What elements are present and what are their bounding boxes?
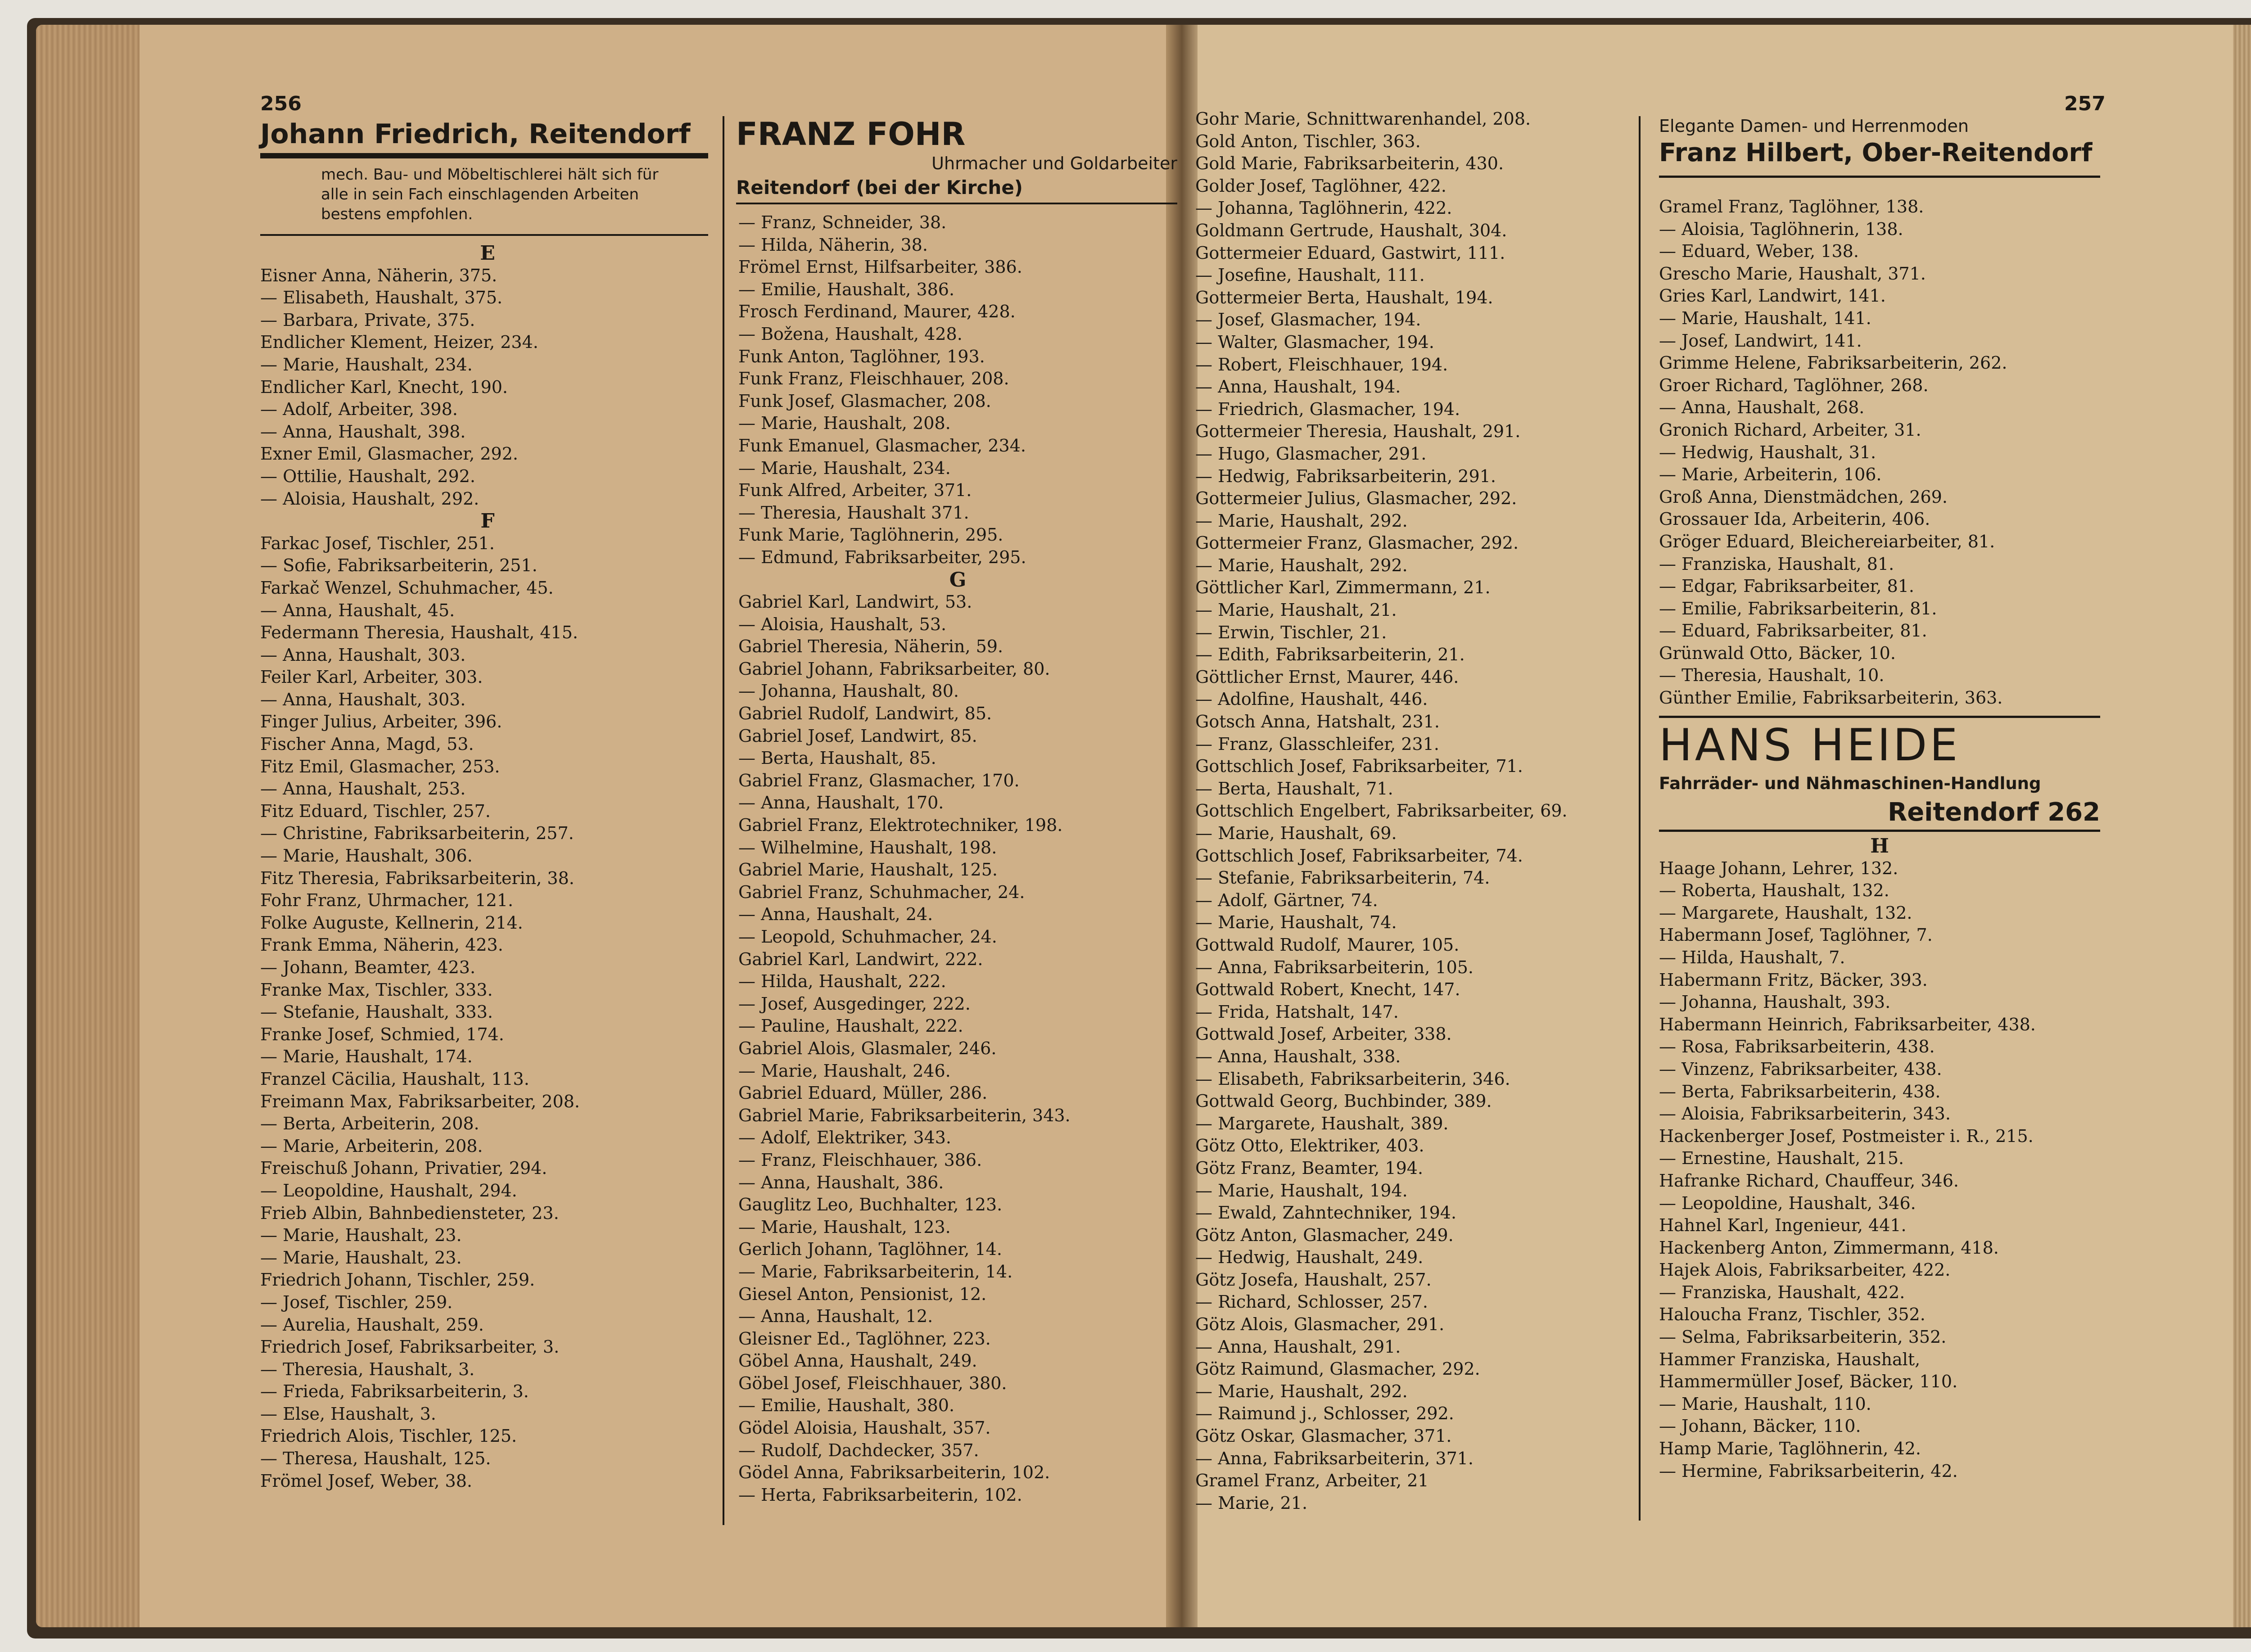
directory-entry: — Berta, Haushalt, 71.: [1195, 778, 1393, 799]
directory-entry: Hammer Franziska, Haushalt,: [1659, 1349, 1921, 1369]
ad-hilbert-tagline: Elegante Damen- und Herrenmoden: [1659, 116, 1969, 136]
directory-entry: — Anna, Haushalt, 194.: [1195, 377, 1401, 397]
directory-entry: — Berta, Fabriksarbeiterin, 438.: [1659, 1081, 1941, 1101]
directory-entry: — Anna, Haushalt, 303.: [260, 645, 466, 665]
directory-entry: — Rudolf, Dachdecker, 357.: [738, 1440, 979, 1460]
directory-entry: — Christine, Fabriksarbeiterin, 257.: [260, 823, 574, 844]
directory-entry: Gabriel Theresia, Näherin, 59.: [738, 636, 1003, 657]
directory-entry: Funk Emanuel, Glasmacher, 234.: [738, 435, 1026, 456]
directory-column-2: [738, 212, 1177, 1506]
ad-friedrich-bottom-rule: [260, 234, 708, 236]
directory-column-3: [1195, 108, 1627, 1514]
directory-entry: Gabriel Marie, Fabriksarbeiterin, 343.: [738, 1105, 1071, 1125]
directory-entry: — Theresa, Haushalt, 125.: [260, 1449, 491, 1469]
directory-entry: Franke Josef, Schmied, 174.: [260, 1024, 504, 1044]
directory-entry: Gabriel Josef, Landwirt, 85.: [738, 726, 977, 746]
directory-entry: — Josef, Ausgedinger, 222.: [738, 993, 971, 1014]
directory-entry: Funk Anton, Taglöhner, 193.: [738, 346, 985, 366]
directory-entry: Gramel Franz, Taglöhner, 138.: [1659, 197, 1924, 217]
directory-entry: Frieb Albin, Bahnbediensteter, 23.: [260, 1203, 559, 1223]
directory-entry: Gries Karl, Landwirt, 141.: [1659, 286, 1886, 306]
ad-friedrich: [260, 116, 708, 223]
directory-entry: Franzel Cäcilia, Haushalt, 113.: [260, 1069, 529, 1089]
ad-friedrich-rule: [260, 153, 708, 158]
directory-entry: — Roberta, Haushalt, 132.: [1659, 880, 1889, 901]
directory-entry: Freimann Max, Fabriksarbeiter, 208.: [260, 1091, 580, 1111]
ad-friedrich-line-1: mech. Bau- und Möbeltischlerei hält sich für: [321, 166, 659, 184]
directory-entry: Frömel Josef, Weber, 38.: [260, 1471, 472, 1491]
directory-entry: — Emilie, Haushalt, 380.: [738, 1395, 955, 1416]
ad-heide-bottom-rule: [1659, 830, 2100, 832]
directory-entry: Gottwald Georg, Buchbinder, 389.: [1195, 1091, 1492, 1111]
directory-entry: Habermann Heinrich, Fabriksarbeiter, 438.: [1659, 1014, 2036, 1034]
directory-entry: — Herta, Fabriksarbeiterin, 102.: [738, 1485, 1022, 1505]
directory-entry: Funk Josef, Glasmacher, 208.: [738, 391, 991, 411]
directory-entry: Gottwald Josef, Arbeiter, 338.: [1195, 1024, 1452, 1044]
directory-entry: Gottschlich Josef, Fabriksarbeiter, 74.: [1195, 845, 1523, 866]
directory-entry: — Marie, Haushalt, 74.: [1195, 912, 1397, 933]
directory-entry: Gold Anton, Tischler, 363.: [1195, 131, 1421, 151]
directory-entry: Gabriel Karl, Landwirt, 222.: [738, 949, 983, 969]
directory-entry: — Wilhelmine, Haushalt, 198.: [738, 837, 997, 858]
directory-entry: — Stefanie, Haushalt, 333.: [260, 1002, 493, 1022]
directory-entry: Gronich Richard, Arbeiter, 31.: [1659, 420, 1921, 440]
directory-entry: Fitz Emil, Glasmacher, 253.: [260, 756, 500, 776]
ad-heide-top-rule: [1659, 716, 2100, 718]
ad-fohr-trade: Uhrmacher und Goldarbeiter: [931, 153, 1177, 173]
directory-entry: — Rosa, Fabriksarbeiterin, 438.: [1659, 1037, 1935, 1057]
directory-entry: Hackenberg Anton, Zimmermann, 418.: [1659, 1237, 1999, 1258]
directory-column-4-top: [1659, 196, 2100, 709]
directory-entry: — Franziska, Haushalt, 422.: [1659, 1282, 1905, 1302]
directory-entry: Göttlicher Karl, Zimmermann, 21.: [1195, 578, 1491, 598]
page-number-right: 257: [2064, 92, 2106, 115]
directory-entry: — Franziska, Haushalt, 81.: [1659, 554, 1894, 574]
directory-entry: — Theresia, Haushalt, 10.: [1659, 665, 1885, 686]
directory-entry: — Selma, Fabriksarbeiterin, 352.: [1659, 1327, 1947, 1347]
directory-entry: Gotsch Anna, Hatshalt, 231.: [1195, 712, 1440, 732]
ad-heide-trade: Fahrräder- und Nähmaschinen-Handlung: [1659, 774, 2041, 793]
directory-entry: — Marie, Arbeiterin, 106.: [1659, 465, 1882, 485]
directory-entry: Gabriel Franz, Elektrotechniker, 198.: [738, 815, 1063, 835]
directory-entry: Gold Marie, Fabriksarbeiterin, 430.: [1195, 153, 1504, 174]
directory-entry: Hackenberger Josef, Postmeister i. R., 215.: [1659, 1126, 2034, 1146]
right-page-edge: [2233, 25, 2251, 1627]
directory-entry: Gottermeier Eduard, Gastwirt, 111.: [1195, 243, 1505, 263]
directory-entry: Gabriel Franz, Glasmacher, 170.: [738, 770, 1020, 790]
directory-entry: — Edmund, Fabriksarbeiter, 295.: [738, 547, 1026, 567]
directory-entry: — Walter, Glasmacher, 194.: [1195, 332, 1434, 352]
directory-entry: — Marie, Haushalt, 292.: [1195, 510, 1408, 531]
directory-entry: Gottwald Rudolf, Maurer, 105.: [1195, 934, 1460, 955]
directory-entry: Groer Richard, Taglöhner, 268.: [1659, 375, 1929, 395]
directory-entry: — Margarete, Haushalt, 132.: [1659, 903, 1912, 923]
directory-entry: — Marie, Haushalt, 292.: [1195, 555, 1408, 575]
directory-entry: — Leopoldine, Haushalt, 294.: [260, 1180, 517, 1201]
directory-entry: Fohr Franz, Uhrmacher, 121.: [260, 890, 514, 911]
directory-entry: — Anna, Haushalt, 268.: [1659, 397, 1865, 418]
directory-entry: Fischer Anna, Magd, 53.: [260, 734, 474, 754]
directory-entry: — Pauline, Haushalt, 222.: [738, 1016, 963, 1036]
directory-entry: — Marie, Haushalt, 234.: [260, 354, 473, 375]
directory-entry: — Anna, Fabriksarbeiterin, 371.: [1195, 1448, 1474, 1468]
directory-entry: Gottwald Robert, Knecht, 147.: [1195, 979, 1460, 1000]
directory-entry: — Ewald, Zahntechniker, 194.: [1195, 1203, 1457, 1223]
directory-entry: Gabriel Franz, Schuhmacher, 24.: [738, 882, 1025, 902]
directory-entry: Grescho Marie, Haushalt, 371.: [1659, 263, 1926, 284]
directory-entry: Habermann Josef, Taglöhner, 7.: [1659, 925, 1933, 945]
directory-entry: Götz Otto, Elektriker, 403.: [1195, 1136, 1424, 1156]
directory-entry: — Anna, Haushalt, 12.: [738, 1306, 933, 1327]
directory-entry: — Berta, Arbeiterin, 208.: [260, 1114, 479, 1134]
directory-entry: — Else, Haushalt, 3.: [260, 1404, 436, 1424]
directory-entry: Gabriel Marie, Haushalt, 125.: [738, 860, 998, 880]
directory-entry: — Aurelia, Haushalt, 259.: [260, 1314, 484, 1335]
ad-fohr-name: FRANZ FOHR: [736, 116, 966, 153]
directory-entry: Finger Julius, Arbeiter, 396.: [260, 712, 502, 732]
directory-entry: Exner Emil, Glasmacher, 292.: [260, 444, 518, 464]
directory-entry: Folke Auguste, Kellnerin, 214.: [260, 912, 523, 933]
directory-entry: — Ernestine, Haushalt, 215.: [1659, 1148, 1904, 1169]
directory-entry: Frömel Ernst, Hilfsarbeiter, 386.: [738, 257, 1022, 277]
directory-entry: — Marie, Haushalt, 141.: [1659, 308, 1871, 328]
directory-entry: Franke Max, Tischler, 333.: [260, 979, 493, 1000]
directory-entry: — Richard, Schlosser, 257.: [1195, 1292, 1428, 1312]
section-letter-heading: H: [1870, 835, 1889, 858]
directory-entry: Groß Anna, Dienstmädchen, 269.: [1659, 487, 1948, 507]
directory-entry: Göbel Anna, Haushalt, 249.: [738, 1351, 977, 1371]
directory-entry: Hamp Marie, Taglöhnerin, 42.: [1659, 1439, 1921, 1459]
directory-entry: Eisner Anna, Näherin, 375.: [260, 265, 497, 285]
directory-entry: — Hilda, Näherin, 38.: [738, 235, 928, 255]
directory-entry: — Marie, Haushalt, 23.: [260, 1247, 462, 1268]
directory-entry: — Marie, Haushalt, 194.: [1195, 1180, 1408, 1201]
directory-entry: — Josefine, Haushalt, 111.: [1195, 265, 1425, 285]
directory-entry: Götz Franz, Beamter, 194.: [1195, 1158, 1424, 1178]
directory-entry: — Johanna, Haushalt, 80.: [738, 681, 959, 701]
directory-entry: — Anna, Haushalt, 24.: [738, 904, 933, 925]
directory-entry: Götz Oskar, Glasmacher, 371.: [1195, 1426, 1452, 1446]
ad-hilbert-name: Franz Hilbert, Ober-Reitendorf: [1659, 138, 2093, 167]
ad-friedrich-title: Johann Friedrich, Reitendorf: [260, 118, 691, 150]
directory-entry: — Marie, Fabriksarbeiterin, 14.: [738, 1261, 1013, 1282]
directory-entry: — Barbara, Private, 375.: [260, 310, 475, 330]
directory-entry: — Josef, Tischler, 259.: [260, 1292, 453, 1312]
directory-entry: — Sofie, Fabriksarbeiterin, 251.: [260, 555, 538, 576]
section-letter-heading: E: [480, 242, 495, 265]
section-letter-heading: G: [949, 569, 967, 591]
right-column-divider: [1639, 116, 1641, 1521]
directory-entry: Friedrich Johann, Tischler, 259.: [260, 1270, 535, 1290]
directory-entry: Gottermeier Franz, Glasmacher, 292.: [1195, 533, 1519, 553]
directory-entry: — Anna, Haushalt, 291.: [1195, 1336, 1401, 1357]
directory-column-4-bottom: [1659, 835, 2100, 1482]
directory-entry: — Johanna, Haushalt, 393.: [1659, 992, 1891, 1012]
directory-entry: — Stefanie, Fabriksarbeiterin, 74.: [1195, 868, 1490, 888]
directory-entry: — Franz, Schneider, 38.: [738, 212, 947, 232]
directory-entry: — Leopoldine, Haushalt, 346.: [1659, 1193, 1916, 1213]
directory-entry: Gabriel Rudolf, Landwirt, 85.: [738, 704, 992, 724]
directory-entry: — Theresia, Haushalt, 3.: [260, 1359, 475, 1379]
directory-entry: Hajek Alois, Fabriksarbeiter, 422.: [1659, 1260, 1951, 1280]
directory-entry: — Marie, Haushalt, 110.: [1659, 1394, 1871, 1414]
directory-entry: — Elisabeth, Haushalt, 375.: [260, 288, 503, 308]
directory-entry: Funk Marie, Taglöhnerin, 295.: [738, 525, 1003, 545]
directory-entry: — Anna, Haushalt, 386.: [738, 1172, 944, 1192]
directory-entry: — Hermine, Fabriksarbeiterin, 42.: [1659, 1461, 1958, 1481]
directory-entry: — Aloisia, Taglöhnerin, 138.: [1659, 219, 1903, 239]
directory-entry: Habermann Fritz, Bäcker, 393.: [1659, 970, 1928, 990]
directory-entry: — Marie, Haushalt, 292.: [1195, 1381, 1408, 1401]
directory-entry: Friedrich Alois, Tischler, 125.: [260, 1426, 517, 1446]
directory-entry: — Ottilie, Haushalt, 292.: [260, 466, 475, 486]
section-letter-heading: F: [480, 510, 495, 533]
directory-entry: Gottschlich Josef, Fabriksarbeiter, 71.: [1195, 756, 1523, 776]
directory-entry: Endlicher Karl, Knecht, 190.: [260, 377, 508, 397]
directory-entry: — Robert, Fleischhauer, 194.: [1195, 354, 1448, 375]
directory-entry: — Hilda, Haushalt, 222.: [738, 971, 946, 992]
directory-entry: Farkac Josef, Tischler, 251.: [260, 533, 495, 553]
directory-entry: Gleisner Ed., Taglöhner, 223.: [738, 1328, 991, 1349]
directory-entry: Gabriel Alois, Glasmaler, 246.: [738, 1038, 997, 1058]
directory-entry: Frank Emma, Näherin, 423.: [260, 935, 503, 955]
directory-entry: — Frida, Hatshalt, 147.: [1195, 1002, 1399, 1022]
directory-entry: — Marie, Haushalt, 234.: [738, 458, 951, 478]
directory-entry: — Anna, Haushalt, 253.: [260, 779, 466, 799]
directory-entry: — Aloisia, Haushalt, 53.: [738, 614, 947, 634]
directory-entry: — Vinzenz, Fabriksarbeiter, 438.: [1659, 1059, 1942, 1079]
ad-fohr-rule: [736, 203, 1177, 204]
directory-entry: — Marie, Haushalt, 208.: [738, 413, 951, 433]
directory-entry: — Johann, Beamter, 423.: [260, 957, 476, 977]
directory-entry: — Anna, Haushalt, 170.: [738, 793, 944, 813]
directory-entry: Götz Alois, Glasmacher, 291.: [1195, 1314, 1445, 1335]
directory-entry: Gottermeier Theresia, Haushalt, 291.: [1195, 421, 1521, 442]
directory-entry: Gauglitz Leo, Buchhalter, 123.: [738, 1195, 1003, 1215]
directory-entry: Friedrich Josef, Fabriksarbeiter, 3.: [260, 1337, 560, 1357]
directory-entry: Gabriel Eduard, Müller, 286.: [738, 1083, 988, 1103]
directory-entry: — Marie, Haushalt, 306.: [260, 846, 473, 866]
directory-entry: — Emilie, Fabriksarbeiterin, 81.: [1659, 598, 1937, 618]
directory-entry: — Emilie, Haushalt, 386.: [738, 279, 955, 299]
directory-entry: — Marie, Haushalt, 123.: [738, 1217, 951, 1237]
directory-entry: — Johann, Bäcker, 110.: [1659, 1416, 1861, 1436]
left-column-divider: [723, 116, 724, 1525]
directory-entry: — Hugo, Glasmacher, 291.: [1195, 443, 1427, 464]
directory-entry: — Edith, Fabriksarbeiterin, 21.: [1195, 645, 1465, 665]
directory-entry: Farkač Wenzel, Schuhmacher, 45.: [260, 578, 554, 598]
directory-entry: — Anna, Haushalt, 398.: [260, 421, 466, 442]
directory-entry: Gröger Eduard, Bleichereiarbeiter, 81.: [1659, 531, 1995, 551]
directory-entry: Hahnel Karl, Ingenieur, 441.: [1659, 1215, 1907, 1236]
directory-entry: — Hedwig, Haushalt, 249.: [1195, 1247, 1424, 1268]
directory-entry: Götz Raimund, Glasmacher, 292.: [1195, 1359, 1480, 1379]
directory-entry: Funk Alfred, Arbeiter, 371.: [738, 480, 972, 501]
directory-entry: Gerlich Johann, Taglöhner, 14.: [738, 1239, 1002, 1259]
directory-entry: Goldmann Gertrude, Haushalt, 304.: [1195, 220, 1507, 240]
directory-entry: — Anna, Fabriksarbeiterin, 105.: [1195, 957, 1474, 977]
ad-fohr: [736, 116, 1177, 201]
directory-entry: — Hedwig, Haushalt, 31.: [1659, 442, 1876, 462]
directory-entry: — Aloisia, Haushalt, 292.: [260, 488, 479, 509]
directory-entry: Gohr Marie, Schnittwarenhandel, 208.: [1195, 109, 1531, 129]
directory-entry: — Marie, Haushalt, 69.: [1195, 823, 1397, 843]
ad-hilbert-rule: [1659, 176, 2100, 178]
directory-entry: Günther Emilie, Fabriksarbeiterin, 363.: [1659, 688, 2003, 708]
directory-entry: — Aloisia, Fabriksarbeiterin, 343.: [1659, 1104, 1951, 1124]
directory-entry: — Adolf, Elektriker, 343.: [738, 1128, 952, 1148]
directory-entry: Fitz Eduard, Tischler, 257.: [260, 801, 491, 821]
directory-entry: — Josef, Glasmacher, 194.: [1195, 310, 1421, 330]
ad-friedrich-line-3: bestens empfohlen.: [321, 205, 473, 223]
directory-entry: — Josef, Landwirt, 141.: [1659, 330, 1862, 351]
directory-entry: Göttlicher Ernst, Maurer, 446.: [1195, 667, 1459, 687]
directory-entry: Grossauer Ida, Arbeiterin, 406.: [1659, 509, 1930, 529]
directory-entry: — Franz, Fleischhauer, 386.: [738, 1150, 982, 1170]
ad-fohr-place: Reitendorf (bei der Kirche): [736, 176, 1023, 199]
directory-entry: — Leopold, Schuhmacher, 24.: [738, 927, 997, 947]
directory-entry: — Raimund j., Schlosser, 292.: [1195, 1404, 1454, 1424]
directory-entry: — Marie, Haushalt, 246.: [738, 1061, 951, 1081]
directory-entry: Hafranke Richard, Chauffeur, 346.: [1659, 1170, 1959, 1191]
directory-entry: Haage Johann, Lehrer, 132.: [1659, 858, 1898, 878]
directory-entry: Giesel Anton, Pensionist, 12.: [738, 1284, 987, 1304]
directory-entry: Golder Josef, Taglöhner, 422.: [1195, 176, 1447, 196]
directory-entry: — Anna, Haushalt, 338.: [1195, 1046, 1401, 1066]
directory-entry: Gramel Franz, Arbeiter, 21: [1195, 1471, 1429, 1491]
directory-entry: Gabriel Johann, Fabriksarbeiter, 80.: [738, 659, 1050, 679]
directory-entry: — Božena, Haushalt, 428.: [738, 324, 963, 344]
left-page-edge: [36, 25, 140, 1627]
directory-entry: — Frieda, Fabriksarbeiterin, 3.: [260, 1381, 529, 1402]
directory-entry: — Berta, Haushalt, 85.: [738, 748, 936, 768]
directory-entry: Gottermeier Julius, Glasmacher, 292.: [1195, 488, 1517, 509]
ad-heide: [1659, 720, 2100, 828]
directory-entry: — Adolf, Gärtner, 74.: [1195, 890, 1378, 910]
directory-entry: — Franz, Glasschleifer, 231.: [1195, 734, 1439, 754]
directory-entry: — Marie, 21.: [1195, 1493, 1308, 1513]
directory-entry: — Johanna, Taglöhnerin, 422.: [1195, 198, 1452, 218]
directory-entry: — Friedrich, Glasmacher, 194.: [1195, 399, 1460, 419]
directory-entry: — Margarete, Haushalt, 389.: [1195, 1113, 1449, 1133]
directory-column-1: [260, 242, 715, 1492]
ad-heide-name: HANS HEIDE: [1659, 720, 1961, 771]
directory-entry: Gottermeier Berta, Haushalt, 194.: [1195, 287, 1493, 307]
directory-entry: Endlicher Klement, Heizer, 234.: [260, 332, 538, 352]
directory-entry: Frosch Ferdinand, Maurer, 428.: [738, 302, 1016, 322]
ad-hilbert: [1659, 115, 2100, 169]
directory-entry: — Marie, Haushalt, 23.: [260, 1225, 462, 1246]
directory-entry: Federmann Theresia, Haushalt, 415.: [260, 623, 578, 643]
directory-entry: Gödel Anna, Fabriksarbeiterin, 102.: [738, 1462, 1050, 1483]
ad-heide-place: Reitendorf 262: [1888, 798, 2100, 827]
directory-entry: — Edgar, Fabriksarbeiter, 81.: [1659, 576, 1915, 596]
directory-entry: Götz Anton, Glasmacher, 249.: [1195, 1225, 1454, 1245]
directory-entry: — Hilda, Haushalt, 7.: [1659, 947, 1845, 967]
directory-entry: — Adolfine, Haushalt, 446.: [1195, 689, 1428, 709]
directory-entry: Freischuß Johann, Privatier, 294.: [260, 1158, 547, 1178]
directory-entry: — Adolf, Arbeiter, 398.: [260, 399, 458, 420]
directory-entry: — Anna, Haushalt, 45.: [260, 600, 455, 620]
directory-entry: Hammermüller Josef, Bäcker, 110.: [1659, 1372, 1958, 1392]
directory-entry: — Hedwig, Fabriksarbeiterin, 291.: [1195, 466, 1496, 486]
directory-entry: — Marie, Arbeiterin, 208.: [260, 1136, 483, 1156]
directory-entry: — Erwin, Tischler, 21.: [1195, 622, 1387, 642]
directory-entry: Funk Franz, Fleischhauer, 208.: [738, 369, 1009, 389]
directory-entry: — Theresia, Haushalt 371.: [738, 502, 969, 523]
directory-entry: — Eduard, Weber, 138.: [1659, 241, 1859, 262]
directory-entry: — Elisabeth, Fabriksarbeiterin, 346.: [1195, 1069, 1510, 1089]
directory-entry: Feiler Karl, Arbeiter, 303.: [260, 667, 483, 687]
ad-friedrich-line-2: alle in sein Fach einschlagenden Arbeiten: [321, 185, 639, 203]
directory-entry: — Marie, Haushalt, 21.: [1195, 600, 1397, 620]
directory-entry: — Anna, Haushalt, 303.: [260, 689, 466, 709]
directory-entry: Halouchа Franz, Tischler, 352.: [1659, 1304, 1926, 1325]
directory-entry: Gabriel Karl, Landwirt, 53.: [738, 592, 972, 612]
page-number-left: 256: [260, 92, 302, 115]
directory-entry: Grimme Helene, Fabriksarbeiterin, 262.: [1659, 353, 2007, 373]
directory-entry: Götz Josefa, Haushalt, 257.: [1195, 1269, 1432, 1290]
directory-entry: Gödel Aloisia, Haushalt, 357.: [738, 1418, 991, 1438]
directory-entry: Grünwald Otto, Bäcker, 10.: [1659, 643, 1896, 663]
directory-entry: Gottschlich Engelbert, Fabriksarbeiter, 69.: [1195, 801, 1568, 821]
directory-entry: Fitz Theresia, Fabriksarbeiterin, 38.: [260, 868, 574, 888]
directory-entry: — Marie, Haushalt, 174.: [260, 1047, 473, 1067]
directory-entry: — Eduard, Fabriksarbeiter, 81.: [1659, 621, 1927, 641]
directory-entry: Göbel Josef, Fleischhauer, 380.: [738, 1373, 1007, 1393]
